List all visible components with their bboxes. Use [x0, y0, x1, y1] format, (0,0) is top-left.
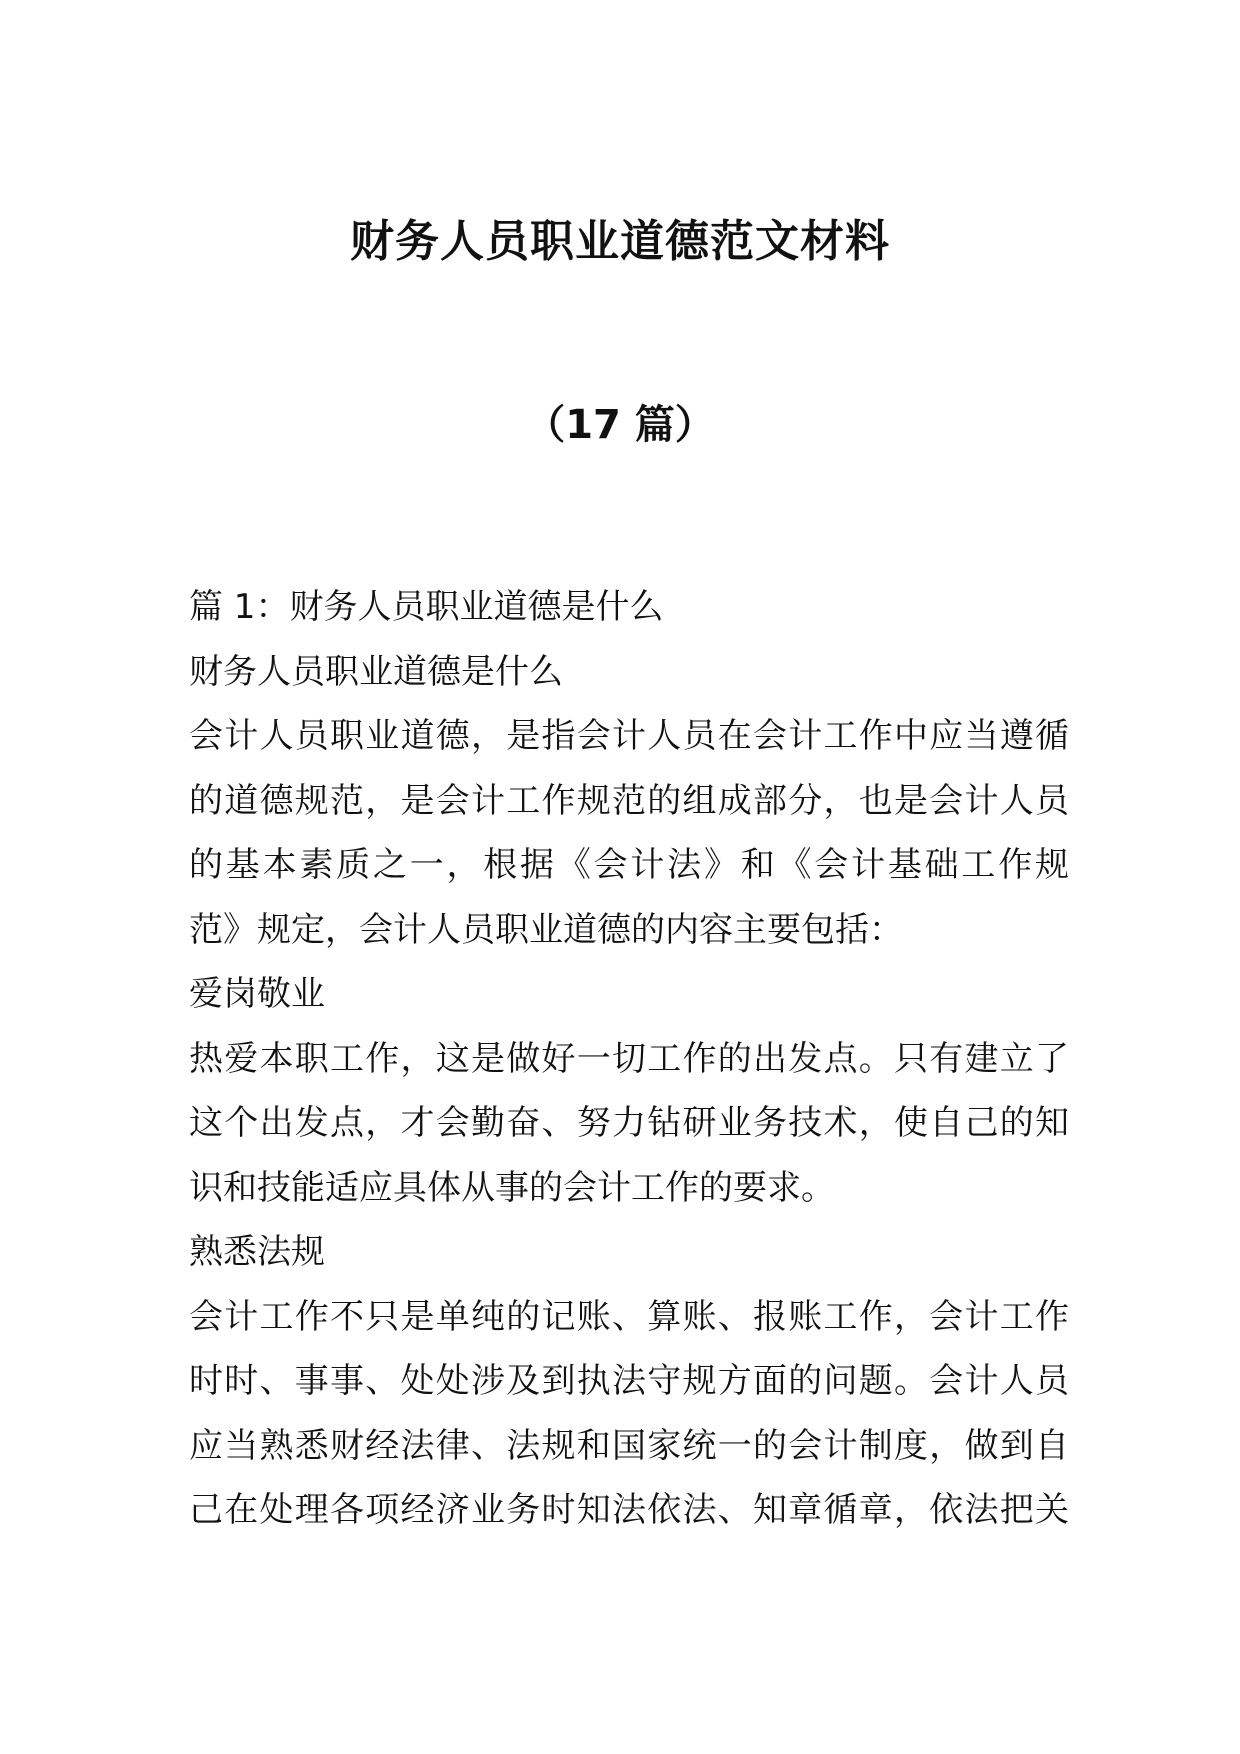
- document-body: [189, 575, 1069, 1543]
- body-line: 财务人员职业道德是什么: [189, 651, 563, 692]
- body-line: 会计人员职业道德，是指会计人员在会计工作中应当遵循: [189, 716, 1069, 756]
- document-title: 财务人员职业道德范文材料: [350, 216, 890, 267]
- body-line: 这个出发点，才会勤奋、努力钻研业务技术，使自己的知: [189, 1103, 1069, 1143]
- body-line: 的道德规范，是会计工作规范的组成部分，也是会计人员: [189, 780, 1069, 821]
- body-line: 的基本素质之一，根据《会计法》和《会计基础工作规: [189, 845, 1069, 885]
- document-subtitle: （17 篇）: [525, 402, 715, 448]
- body-line: 热爱本职工作，这是做好一切工作的出发点。只有建立了: [189, 1038, 1069, 1079]
- body-line: 己在处理各项经济业务时知法依法、知章循章，依法把关: [189, 1490, 1069, 1530]
- body-line: 会计工作不只是单纯的记账、算账、报账工作，会计工作: [189, 1296, 1069, 1337]
- body-line: 范》规定，会计人员职业道德的内容主要包括：: [189, 909, 903, 950]
- body-line: 时时、事事、处处涉及到执法守规方面的问题。会计人员: [189, 1361, 1069, 1401]
- body-line: 篇 1：财务人员职业道德是什么: [189, 587, 664, 627]
- body-line: 识和技能适应具体从事的会计工作的要求。: [189, 1167, 835, 1208]
- body-line: 应当熟悉财经法律、法规和国家统一的会计制度，做到自: [189, 1425, 1069, 1466]
- body-line: 熟悉法规: [189, 1232, 325, 1272]
- body-line: 爱岗敬业: [189, 974, 325, 1014]
